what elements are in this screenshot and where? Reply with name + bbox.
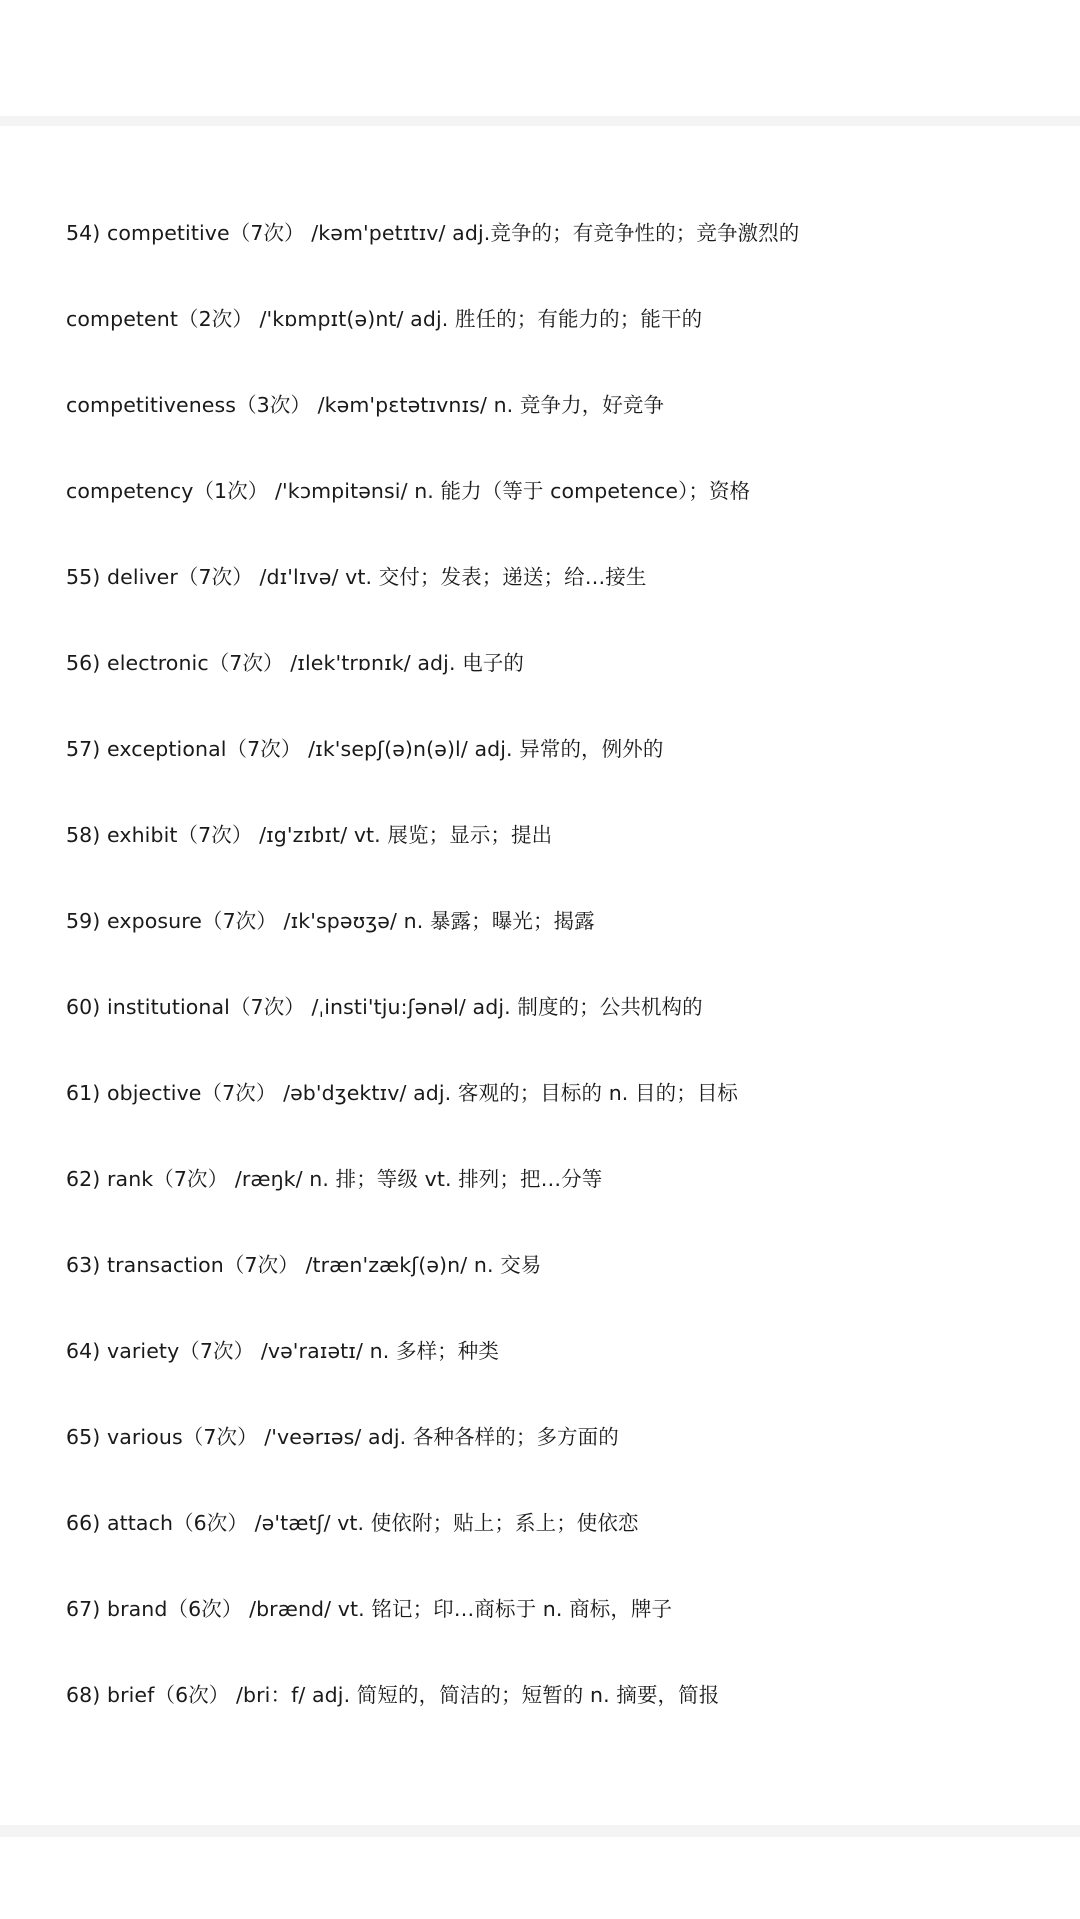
vocab-entry: 58) exhibit（7次） /ɪg'zɪbɪt/ vt. 展览；显示；提出	[66, 823, 553, 847]
page-separator-top	[0, 116, 1080, 126]
vocab-entry: 60) institutional（7次） /ˌinsti'tju:ʃənəl/ adj. 制度的；公共机构的	[66, 995, 703, 1019]
vocab-entry: 68) brief（6次） /bri：f/ adj. 简短的，简洁的；短暂的 n. 摘要，简报	[66, 1683, 720, 1707]
vocab-entry: competent（2次） /'kɒmpɪt(ə)nt/ adj. 胜任的；有能力的；能干的	[66, 307, 703, 331]
vocab-entry: 65) various（7次） /'veərɪəs/ adj. 各种各样的；多方面的	[66, 1425, 619, 1449]
vocab-entry: 54) competitive（7次） /kəm'petɪtɪv/ adj.竞争的；有竞争性的；竞争激烈的	[66, 221, 800, 245]
vocab-entry: 56) electronic（7次） /ɪlek'trɒnɪk/ adj. 电子的	[66, 651, 524, 675]
vocab-entry: competitiveness（3次） /kəm'pɛtətɪvnɪs/ n. 竞争力，好竞争	[66, 393, 665, 417]
vocab-entry: 66) attach（6次） /ə'tætʃ/ vt. 使依附；贴上；系上；使依恋	[66, 1511, 639, 1535]
vocab-entry: 67) brand（6次） /brænd/ vt. 铭记；印…商标于 n. 商标，牌子	[66, 1597, 673, 1621]
vocab-entry: 64) variety（7次） /və'raɪətɪ/ n. 多样；种类	[66, 1339, 499, 1363]
vocab-entry: 63) transaction（7次） /træn'zækʃ(ə)n/ n. 交易	[66, 1253, 542, 1277]
vocab-entry: 61) objective（7次） /əb'dʒektɪv/ adj. 客观的；目标的 n. 目的；目标	[66, 1081, 739, 1105]
page-separator-bottom	[0, 1825, 1080, 1837]
document-page	[0, 126, 1080, 1825]
vocab-entry: competency（1次） /'kɔmpitənsi/ n. 能力（等于 competence）；资格	[66, 479, 751, 503]
vocab-entry: 57) exceptional（7次） /ɪk'sepʃ(ə)n(ə)l/ adj. 异常的，例外的	[66, 737, 664, 761]
vocab-entry: 62) rank（7次） /ræŋk/ n. 排；等级 vt. 排列；把…分等	[66, 1167, 603, 1191]
vocab-entry: 55) deliver（7次） /dɪ'lɪvə/ vt. 交付；发表；递送；给…接生	[66, 565, 647, 589]
vocab-entry: 59) exposure（7次） /ɪk'spəʊʒə/ n. 暴露；曝光；揭露	[66, 909, 595, 933]
